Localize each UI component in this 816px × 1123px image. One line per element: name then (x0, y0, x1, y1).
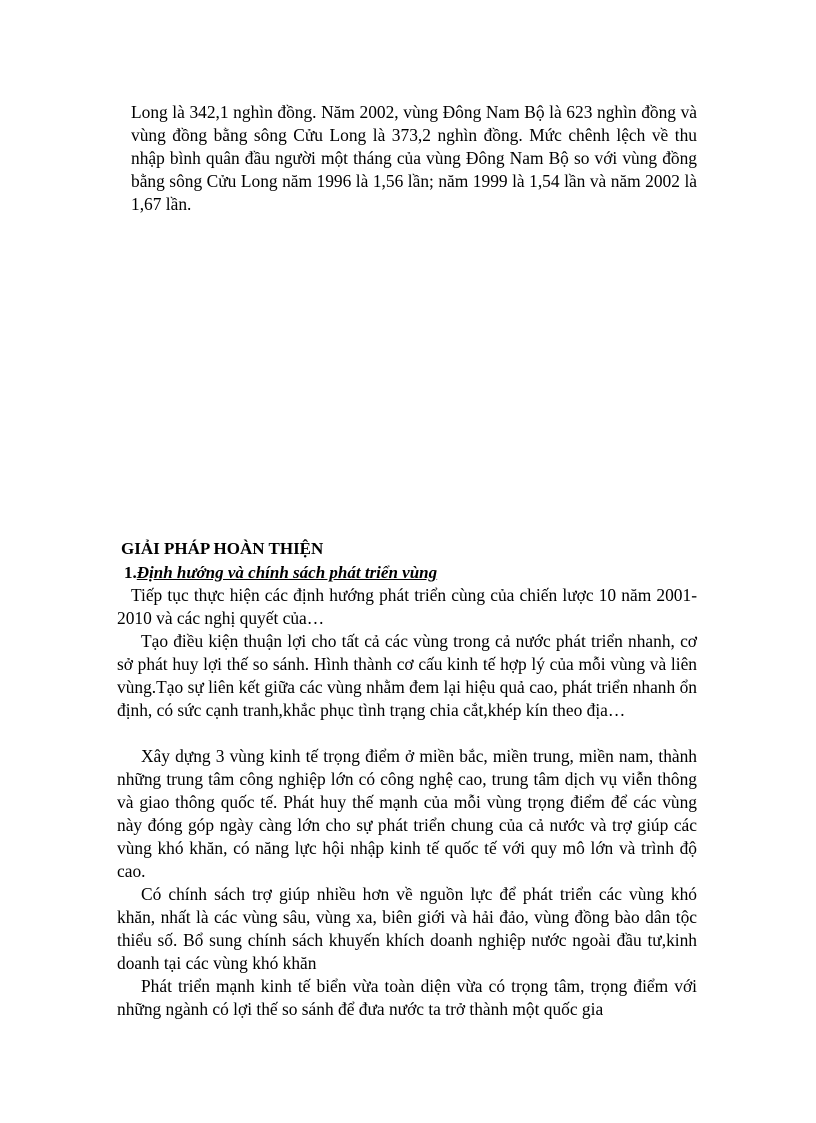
paragraph-3: Xây dựng 3 vùng kinh tế trọng điểm ở miền bắc, miền trung, miền nam, thành những trung tâm công nghiệp lớn có công nghệ cao, trung tâm dịch vụ viễn thông và giao thông quốc tế. Phát huy thế mạnh của mỗi vùng trọng điểm để các vùng này đóng góp ngày càng lớn cho sự phát triển chung của cả nước và trợ giúp các vùng khó khăn, có năng lực hội nhập kinh tế quốc tế với quy mô lớn và trình độ cao. (117, 746, 697, 881)
paragraph-1: Tiếp tục thực hiện các định hướng phát triển cùng của chiến lược 10 năm 2001-2010 và các nghị quyết của… (117, 585, 697, 628)
subsection-number: 1. (124, 563, 137, 582)
intro-paragraph: Long là 342,1 nghìn đồng. Năm 2002, vùng Đông Nam Bộ là 623 nghìn đồng và vùng đồng bằng sông Cửu Long là 373,2 nghìn đồng. Mức chênh lệch về thu nhập bình quân đầu người một tháng của vùng Đông Nam Bộ so với vùng đồng bằng sông Cửu Long năm 1996 là 1,56 lần; năm 1999 là 1,54 lần và năm 2002 là 1,67 lần. (131, 102, 697, 214)
section-heading: GIẢI PHÁP HOÀN THIỆN (121, 539, 324, 558)
subsection-title: Định hướng và chính sách phát triển vùng (136, 563, 438, 582)
paragraph-5: Phát triển mạnh kinh tế biển vừa toàn diện vừa có trọng tâm, trọng điểm với những ngành có lợi thế so sánh để đưa nước ta trở thành một quốc gia (117, 976, 697, 1019)
subsection-heading (124, 561, 437, 584)
paragraph-4: Có chính sách trợ giúp nhiều hơn về nguồn lực để phát triển các vùng khó khăn, nhất là các vùng sâu, vùng xa, biên giới và hải đảo, vùng đồng bào dân tộc thiểu số. Bổ sung chính sách khuyến khích doanh nghiệp nước ngoài đầu tư,kinh doanh tại các vùng khó khăn (117, 884, 697, 973)
paragraph-2: Tạo điều kiện thuận lợi cho tất cả các vùng trong cả nước phát triển nhanh, cơ sở phát huy lợi thế so sánh. Hình thành cơ cấu kinh tế hợp lý của mỗi vùng và liên vùng.Tạo sự liên kết giữa các vùng nhằm đem lại hiệu quả cao, phát triển nhanh ổn định, có sức cạnh tranh,khắc phục tình trạng chia cắt,khép kín theo địa… (117, 631, 697, 720)
